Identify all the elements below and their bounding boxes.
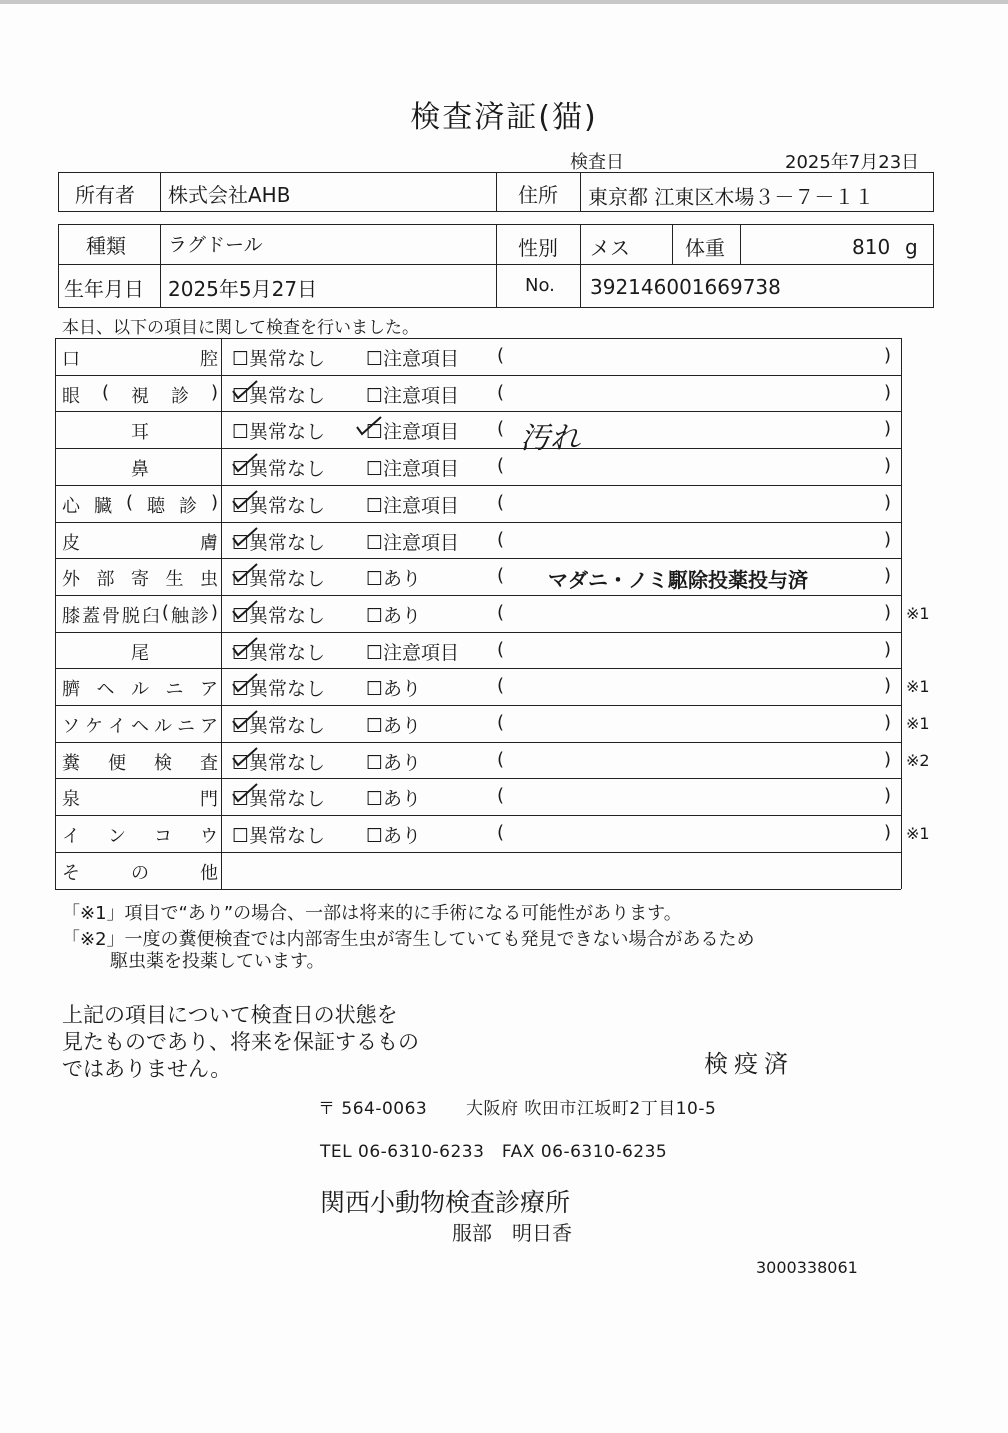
footnote-2-cont: 駆虫薬を投薬しています。 xyxy=(110,951,325,972)
exam-item-label-char: 皮 xyxy=(62,532,80,554)
exam-item-label xyxy=(62,602,218,628)
remark-close-paren: ) xyxy=(884,675,892,697)
exam-item-label-char: ) xyxy=(210,491,218,513)
quarantine-stamp: 検疫済 xyxy=(704,1050,794,1078)
footnote-marker: ※2 xyxy=(906,750,930,770)
weight-label: 体重 xyxy=(685,236,725,260)
table-border-right xyxy=(901,338,902,889)
exam-item-label xyxy=(62,822,218,848)
exam-item-label-char: 臼 xyxy=(141,605,160,627)
remark-close-paren: ) xyxy=(884,601,892,623)
remark-close-paren: ) xyxy=(884,748,892,770)
exam-item-label-char: ) xyxy=(210,381,218,403)
remark-open-paren: ( xyxy=(497,712,505,733)
exam-date-label: 検査日 xyxy=(570,152,624,173)
remark-open-paren: ( xyxy=(497,638,505,660)
exam-item-label-char: イ xyxy=(108,716,126,737)
table-row-line xyxy=(55,375,901,376)
no-abnormality-checkbox[interactable]: ☐異常なし xyxy=(232,384,326,407)
breed-value: ラグドール xyxy=(168,234,263,256)
finding-checkbox[interactable]: ☐注意項目 xyxy=(366,348,460,370)
table-row-line xyxy=(55,852,901,853)
other-label-char: そ xyxy=(62,862,80,884)
remark-open-paren: ( xyxy=(497,565,505,587)
checkmark-icon xyxy=(230,451,260,475)
exam-item-label-char: ( xyxy=(101,381,110,403)
no-abnormality-checkbox[interactable]: ☐異常なし xyxy=(232,348,326,370)
no-abnormality-checkbox[interactable]: ☐異常なし xyxy=(232,825,326,848)
exam-item-label-char: ( xyxy=(125,491,133,513)
disclaimer-line-3: ではありません。 xyxy=(62,1057,232,1081)
table-row-line xyxy=(55,742,901,743)
table-row-line xyxy=(55,485,901,486)
remark-close-paren: ) xyxy=(884,491,892,513)
table-border-left xyxy=(55,338,56,889)
table-row-line xyxy=(55,705,901,706)
footnote-1: 「※1」項目で“あり”の場合、一部は将来的に手術になる可能性があります。 xyxy=(62,903,682,924)
document-title: 検査済証(猫) xyxy=(410,100,598,135)
remark-open-paren: ( xyxy=(497,528,505,550)
exam-item-label-char: 便 xyxy=(108,752,126,774)
exam-item-label xyxy=(62,712,218,738)
doctor-name: 服部 明日香 xyxy=(452,1221,572,1245)
owner-label: 所有者 xyxy=(75,183,135,207)
exam-item-label-char: 診 xyxy=(190,605,209,627)
address-label: 住所 xyxy=(518,183,558,207)
other-label-char: 他 xyxy=(200,862,218,884)
footnote-marker: ※1 xyxy=(906,824,930,844)
footnote-2: 「※2」一度の糞便検査では内部寄生虫が寄生していても発見できない場合があるため xyxy=(62,929,755,950)
checkmark-icon xyxy=(354,414,384,438)
finding-checkbox[interactable]: ☐あり xyxy=(366,568,422,591)
remark-close-paren: ) xyxy=(884,785,892,807)
checkmark-icon xyxy=(230,781,260,805)
finding-checkbox[interactable]: ☐あり xyxy=(366,788,422,811)
remark-text: 汚れ xyxy=(520,421,580,457)
table-row-line xyxy=(55,522,901,523)
exam-item-label-char: ヘ xyxy=(131,716,149,737)
table-row-line xyxy=(55,668,901,669)
exam-item-label-char: コ xyxy=(154,826,172,848)
exam-item-label-char: ) xyxy=(210,601,218,623)
exam-item-label xyxy=(62,675,218,701)
no-abnormality-checkbox[interactable]: ☐異常なし xyxy=(232,568,326,591)
exam-item-label-char: ( xyxy=(161,601,169,623)
exam-item-label xyxy=(62,345,218,371)
table-row-line xyxy=(55,411,901,412)
exam-item-label xyxy=(62,565,218,591)
remark-close-paren: ) xyxy=(884,638,892,660)
finding-checkbox[interactable]: ☐あり xyxy=(366,751,422,774)
exam-item-label-char: 検 xyxy=(154,752,172,774)
exam-item-label-char: 糞 xyxy=(62,752,80,774)
exam-item-label xyxy=(62,785,218,811)
exam-item-label-char: ヘ xyxy=(96,679,115,701)
footnote-marker: ※1 xyxy=(906,677,930,697)
exam-item-label-char: 口 xyxy=(62,349,80,370)
footnote-marker: ※1 xyxy=(906,714,930,733)
exam-date: 2025年7月23日 xyxy=(785,152,920,173)
exam-item-label xyxy=(62,418,218,444)
no-abnormality-checkbox[interactable]: ☐異常なし xyxy=(232,788,326,811)
no-abnormality-checkbox[interactable]: ☐異常なし xyxy=(232,715,326,737)
exam-item-label-char: ル xyxy=(131,679,149,701)
exam-item-label-char: 膚 xyxy=(200,532,218,554)
clinic-name: 関西小動物検査診療所 xyxy=(320,1188,571,1217)
no-abnormality-checkbox[interactable]: ☐異常なし xyxy=(232,531,326,554)
disclaimer-line-2: 見たものであり、将来を保証するもの xyxy=(62,1030,419,1054)
exam-item-label-char: ア xyxy=(200,679,218,701)
remark-close-paren: ) xyxy=(884,418,892,440)
exam-item-label-char: 蓋 xyxy=(81,605,100,627)
checkmark-icon xyxy=(230,488,260,512)
exam-item-label xyxy=(62,749,218,775)
exam-item-label-char: 眼 xyxy=(62,385,80,407)
birth-label: 生年月日 xyxy=(64,277,144,301)
finding-checkbox[interactable]: ☐注意項目 xyxy=(366,421,460,444)
no-abnormality-checkbox[interactable]: ☐異常なし xyxy=(232,421,326,444)
remark-close-paren: ) xyxy=(884,565,892,587)
table-row-line xyxy=(55,815,901,816)
exam-item-label-char: 聴 xyxy=(146,495,165,517)
exam-item-label xyxy=(62,639,218,665)
checkmark-icon xyxy=(230,671,260,695)
exam-item-label-char: 生 xyxy=(165,569,184,591)
exam-item-label-char: ニ xyxy=(165,679,184,701)
exam-item-label-char: 泉 xyxy=(62,789,80,811)
exam-item-label-char: 虫 xyxy=(200,569,218,591)
exam-item-label-char: ニ xyxy=(177,716,195,737)
remark-open-paren: ( xyxy=(497,748,505,770)
checkmark-icon xyxy=(230,525,260,549)
remark-open-paren: ( xyxy=(497,601,505,623)
checkmark-icon xyxy=(230,561,260,585)
weight-value: 810 xyxy=(852,235,891,259)
finding-checkbox[interactable]: ☐注意項目 xyxy=(366,531,460,554)
serial-number: 3000338061 xyxy=(756,1258,858,1277)
remark-open-paren: ( xyxy=(497,418,505,440)
birth-value: 2025年5月27日 xyxy=(168,277,318,301)
postal-code: 〒 564-0063 xyxy=(318,1099,428,1119)
checkmark-icon xyxy=(230,378,260,402)
clinic-tel-fax: TEL 06-6310-6233 FAX 06-6310-6235 xyxy=(320,1142,668,1162)
remark-open-paren: ( xyxy=(497,381,505,403)
table-row-line xyxy=(55,448,901,449)
finding-checkbox[interactable]: ☐注意項目 xyxy=(366,494,460,517)
exam-item-label-char: 臓 xyxy=(93,495,112,517)
exam-item-label-char: 視 xyxy=(131,385,149,407)
exam-item-label-char: 骨 xyxy=(101,605,120,627)
table-row-line xyxy=(55,889,901,890)
exam-item-label-char: 膝 xyxy=(62,605,80,627)
exam-item-label-char: ケ xyxy=(85,716,103,737)
intro-text: 本日、以下の項目に関して検査を行いました。 xyxy=(62,318,419,338)
weight-unit: g xyxy=(905,235,918,259)
remark-close-paren: ) xyxy=(884,345,892,366)
exam-item-label-char: ソ xyxy=(62,716,80,737)
owner-value: 株式会社AHB xyxy=(168,183,291,207)
finding-checkbox[interactable]: ☐あり xyxy=(366,825,422,848)
clinic-address: 大阪府 吹田市江坂町2丁目10-5 xyxy=(466,1099,717,1119)
exam-item-label-char: 心 xyxy=(62,495,80,517)
remark-open-paren: ( xyxy=(497,785,505,807)
remark-close-paren: ) xyxy=(884,381,892,403)
remark-close-paren: ) xyxy=(884,528,892,550)
exam-item-label-char: ン xyxy=(108,826,126,848)
exam-item-label-char: 診 xyxy=(170,385,189,407)
exam-item-label-char: ル xyxy=(154,716,172,737)
no-abnormality-checkbox[interactable]: ☐異常なし xyxy=(232,641,326,664)
exam-item-label-char: 鼻 xyxy=(131,459,149,481)
exam-item-label-char: 外 xyxy=(62,569,80,591)
exam-item-label-char: 腔 xyxy=(200,349,218,370)
checkmark-icon xyxy=(230,708,260,732)
finding-checkbox[interactable]: ☐あり xyxy=(366,715,422,737)
exam-item-label xyxy=(62,455,218,481)
checkmark-icon xyxy=(230,598,260,622)
sex-value: メス xyxy=(590,236,630,260)
table-row-line xyxy=(55,338,901,339)
table-row-line xyxy=(55,778,901,779)
exam-item-label xyxy=(62,492,218,518)
finding-checkbox[interactable]: ☐注意項目 xyxy=(366,641,460,664)
disclaimer-line-1: 上記の項目について検査日の状態を xyxy=(62,1003,398,1027)
finding-checkbox[interactable]: ☐あり xyxy=(366,604,422,627)
other-label xyxy=(62,859,218,885)
footnote-marker: ※1 xyxy=(906,603,930,623)
remark-open-paren: ( xyxy=(497,491,505,513)
exam-item-label-char: ア xyxy=(200,716,218,737)
table-row-line xyxy=(55,595,901,596)
address-value: 東京都 江東区木場３－７－１１ xyxy=(588,185,875,209)
exam-item-label-char: 寄 xyxy=(131,569,149,591)
exam-item-label-char: 触 xyxy=(170,605,189,627)
exam-item-label-char: 耳 xyxy=(131,422,149,444)
checkmark-icon xyxy=(230,635,260,659)
finding-checkbox[interactable]: ☐注意項目 xyxy=(366,384,460,407)
table-row-line xyxy=(55,632,901,633)
no-abnormality-checkbox[interactable]: ☐異常なし xyxy=(232,494,326,517)
table-column-divider xyxy=(221,338,222,889)
finding-checkbox[interactable]: ☐あり xyxy=(366,678,422,701)
no-abnormality-checkbox[interactable]: ☐異常なし xyxy=(232,678,326,701)
exam-item-label-char: 門 xyxy=(200,789,218,811)
exam-item-label xyxy=(62,529,218,555)
no-abnormality-checkbox[interactable]: ☐異常なし xyxy=(232,604,326,627)
exam-item-label-char: ウ xyxy=(200,826,218,848)
exam-item-label-char: 尾 xyxy=(131,642,149,664)
table-row-line xyxy=(55,558,901,559)
remark-close-paren: ) xyxy=(884,455,892,477)
no-abnormality-checkbox[interactable]: ☐異常なし xyxy=(232,458,326,481)
exam-item-label-char: 脱 xyxy=(121,605,140,627)
remark-close-paren: ) xyxy=(884,712,892,733)
no-label: No. xyxy=(525,275,555,296)
breed-label: 種類 xyxy=(86,234,126,258)
no-value: 392146001669738 xyxy=(590,275,781,299)
remark-open-paren: ( xyxy=(497,345,505,366)
other-label-char: の xyxy=(131,862,149,884)
no-abnormality-checkbox[interactable]: ☐異常なし xyxy=(232,751,326,774)
exam-item-label-char: 臍 xyxy=(62,679,80,701)
remark-open-paren: ( xyxy=(497,822,505,844)
remark-open-paren: ( xyxy=(497,455,505,477)
exam-item-label xyxy=(62,382,218,408)
scan-edge xyxy=(0,0,1008,4)
exam-item-label-char: 部 xyxy=(96,569,115,591)
sex-label: 性別 xyxy=(518,236,558,260)
exam-item-label-char: イ xyxy=(62,826,80,848)
exam-item-label-char: 診 xyxy=(178,495,197,517)
remark-text: マダニ・ノミ駆除投薬投与済 xyxy=(548,568,808,593)
finding-checkbox[interactable]: ☐注意項目 xyxy=(366,458,460,481)
remark-open-paren: ( xyxy=(497,675,505,697)
exam-item-label-char: 査 xyxy=(200,752,218,774)
checkmark-icon xyxy=(230,745,260,769)
remark-close-paren: ) xyxy=(884,822,892,844)
